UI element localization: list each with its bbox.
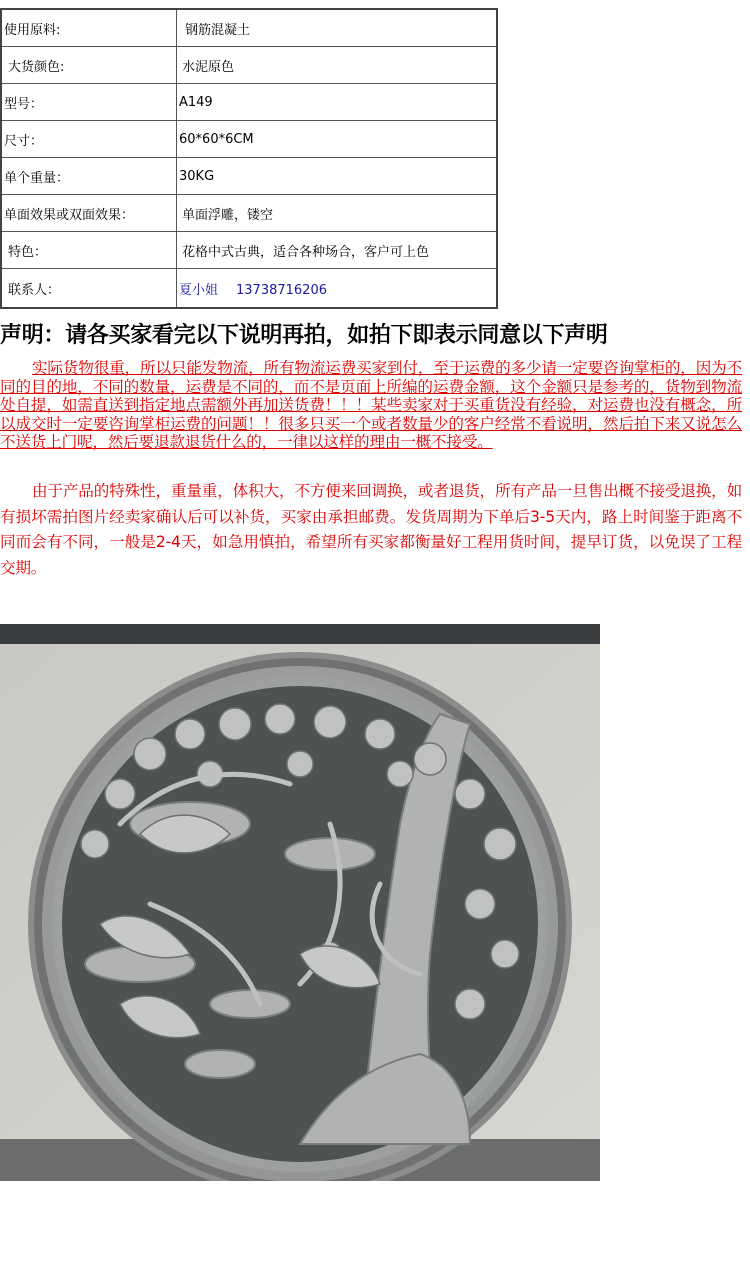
spec-label: 大货颜色: (1, 47, 177, 84)
spec-value: 钢筋混凝土 (177, 9, 498, 47)
notice-paragraph-shipping: 实际货物很重，所以只能发物流，所有物流运费买家到付，至于运费的多少请一定要咨询掌柜的，因为不同的目的地，不同的数量，运费是不同的，而不是页面上所编的运费金额，这个金额只是参考的，货物到物流处自提，如需直送到指定地点需额外再加送货费！！！某些卖家对于买重货没有经验，对运费也没有概念，所以成交时一定要咨询掌柜运费的问题！！很多只买一个或者数量少的客户经常不看说明，然后拍下来又说怎么不送货上门呢，然后要退款退货什么的，一律以这样的理由一概不接受。 (0, 359, 742, 452)
spec-label: 使用原料: (1, 9, 177, 47)
spec-row (1, 9, 497, 47)
spec-row (1, 195, 497, 232)
spec-value: 单面浮雕，镂空 (177, 195, 498, 232)
spec-value: 水泥原色 (177, 47, 498, 84)
carved-stone-window-image (0, 624, 600, 1181)
spec-row (1, 232, 497, 269)
spec-label: 尺寸： (1, 121, 177, 158)
notice-paragraph-returns: 由于产品的特殊性，重量重，体积大，不方便来回调换，或者退货，所有产品一旦售出概不接受退换，如有损坏需拍图片经卖家确认后可以补货，买家由承担邮费。发货周期为下单后3-5天内，路上时间鉴于距离不同而会有不同，一般是2-4天，如急用慎拍，希望所有买家都衡量好工程用货时间，提早订货，以免误了工程交期。 (0, 482, 742, 577)
spec-value: A149 (177, 84, 498, 121)
notice-title: 声明：请各买家看完以下说明再拍，如拍下即表示同意以下声明 (0, 323, 608, 348)
spec-row (1, 158, 497, 195)
spec-label: 型号： (1, 84, 177, 121)
spec-row (1, 47, 497, 84)
contact-phone: 13738716206 (236, 282, 327, 298)
contact-label: 联系人： (1, 269, 177, 309)
spec-value: 花格中式古典，适合各种场合，客户可上色 (177, 232, 498, 269)
spec-value: 30KG (177, 158, 498, 195)
spec-value: 60*60*6CM (177, 121, 498, 158)
spec-row (1, 84, 497, 121)
contact-row (1, 269, 497, 309)
spec-label: 单个重量： (1, 158, 177, 195)
contact-name: 夏小姐 (179, 282, 219, 298)
spec-label: 单面效果或双面效果： (1, 195, 177, 232)
contact-value (177, 269, 498, 309)
spec-table (0, 8, 498, 309)
product-photo (0, 624, 600, 1181)
spec-label: 特色： (1, 232, 177, 269)
spec-row (1, 121, 497, 158)
